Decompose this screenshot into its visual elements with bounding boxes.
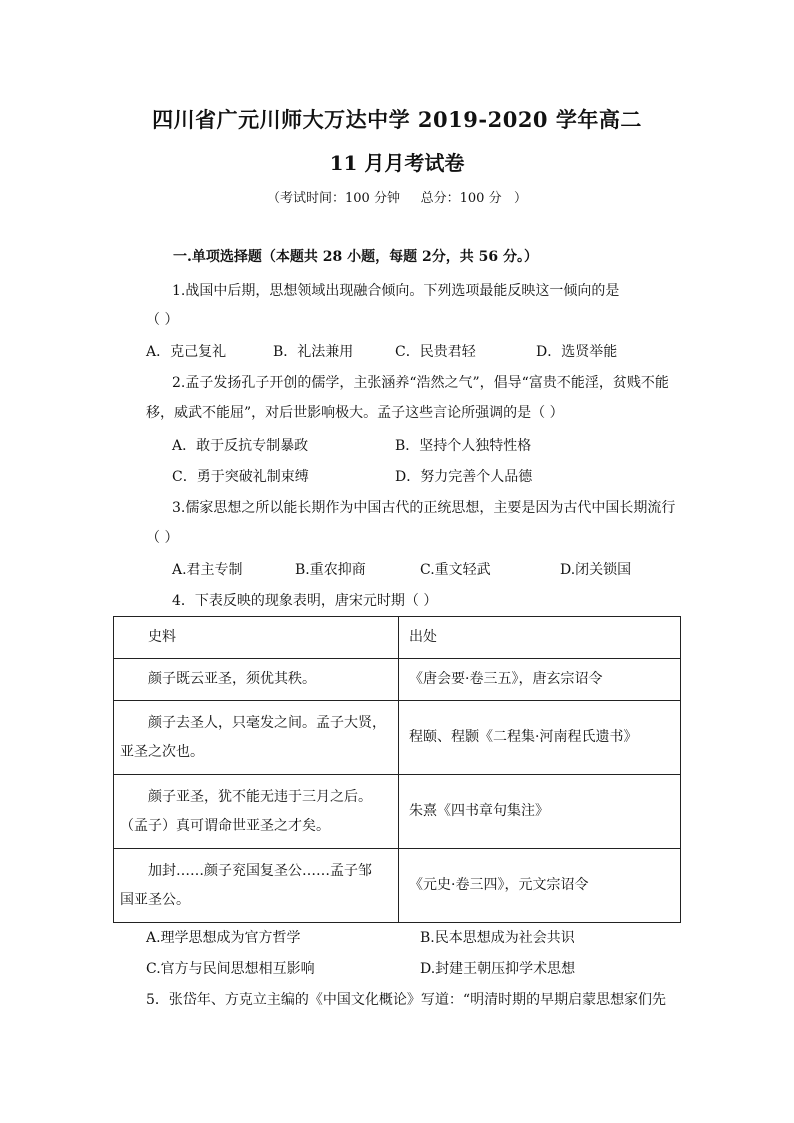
q4-stem: 4．下表反映的现象表明，唐宋元时期（ ） [172, 593, 438, 609]
table-cell-source: 颜子去圣人，只毫发之间。孟子大贤， 亚圣之次也。 [114, 701, 399, 775]
table-cell-origin: 朱熹《四书章句集注》 [399, 775, 681, 849]
q3-option-b: B.重农抑商 [295, 562, 366, 578]
q4-option-d: D.封建王朝压抑学术思想 [420, 961, 576, 977]
table-cell-source: 颜子亚圣，犹不能无违于三月之后。 （孟子）真可谓命世亚圣之才矣。 [114, 775, 399, 849]
table-cell-source: 颜子既云亚圣，须优其秩。 [114, 659, 399, 701]
q1-option-c: C．民贵君轻 [395, 344, 476, 360]
exam-title-line1: 四川省广元川师大万达中学 2019-2020 学年高二 [152, 107, 642, 132]
table-header-cell: 史料 [114, 617, 399, 659]
q3-stem-line2: （ ） [146, 530, 179, 546]
table-cell-origin: 《唐会要·卷三五》，唐玄宗诏令 [399, 659, 681, 701]
q2-option-c: C．勇于突破礼制束缚 [172, 469, 309, 485]
table-row [114, 849, 681, 923]
table-header-row [114, 617, 681, 659]
exam-info: （考试时间：100 分钟 总分：100 分 ） [267, 191, 527, 206]
q4-option-b: B.民本思想成为社会共识 [420, 930, 575, 946]
q2-stem-line2: 移，威武不能屈”，对后世影响极大。孟子这些言论所强调的是（ ） [146, 405, 564, 421]
table-row [114, 701, 681, 775]
q3-option-a: A.君主专制 [172, 562, 243, 578]
q4-source-table [113, 616, 681, 923]
table-row [114, 775, 681, 849]
q3-option-d: D.闭关锁国 [560, 562, 632, 578]
q4-option-a: A.理学思想成为官方哲学 [146, 930, 301, 946]
q1-option-d: D．选贤举能 [536, 344, 618, 360]
q5-stem-line1: 5．张岱年、方克立主编的《中国文化概论》写道：“明清时期的早期启蒙思想家们先 [146, 992, 667, 1008]
q2-option-d: D．努力完善个人品德 [395, 469, 533, 485]
q2-stem-line1: 2.孟子发扬孔子开创的儒学，主张涵养“浩然之气”，倡导“富贵不能淫，贫贱不能 [172, 375, 669, 391]
q1-option-a: A．克己复礼 [146, 344, 227, 360]
q3-option-c: C.重文轻武 [420, 562, 491, 578]
section-heading: 一.单项选择题（本题共 28 小题，每题 2分，共 56 分。） [173, 249, 538, 265]
table-cell-source: 加封……颜子兖国复圣公……孟子邹 国亚圣公。 [114, 849, 399, 923]
table-cell-origin: 程颐、程颢《二程集·河南程氏遗书》 [399, 701, 681, 775]
table-header-cell: 出处 [399, 617, 681, 659]
q2-option-a: A．敢于反抗专制暴政 [172, 438, 309, 454]
q2-option-b: B．坚持个人独特性格 [395, 438, 532, 454]
exam-title-line2: 11 月月考试卷 [329, 151, 465, 175]
q3-stem-line1: 3.儒家思想之所以能长期作为中国古代的正统思想，主要是因为古代中国长期流行 [172, 500, 676, 516]
q1-stem-line1: 1.战国中后期，思想领域出现融合倾向。下列选项最能反映这一倾向的是 [172, 283, 620, 299]
q1-stem-line2: （ ） [146, 312, 179, 328]
table-cell-origin: 《元史·卷三四》，元文宗诏令 [399, 849, 681, 923]
q4-option-c: C.官方与民间思想相互影响 [146, 961, 315, 977]
table-row [114, 659, 681, 701]
q1-option-b: B．礼法兼用 [273, 344, 354, 360]
